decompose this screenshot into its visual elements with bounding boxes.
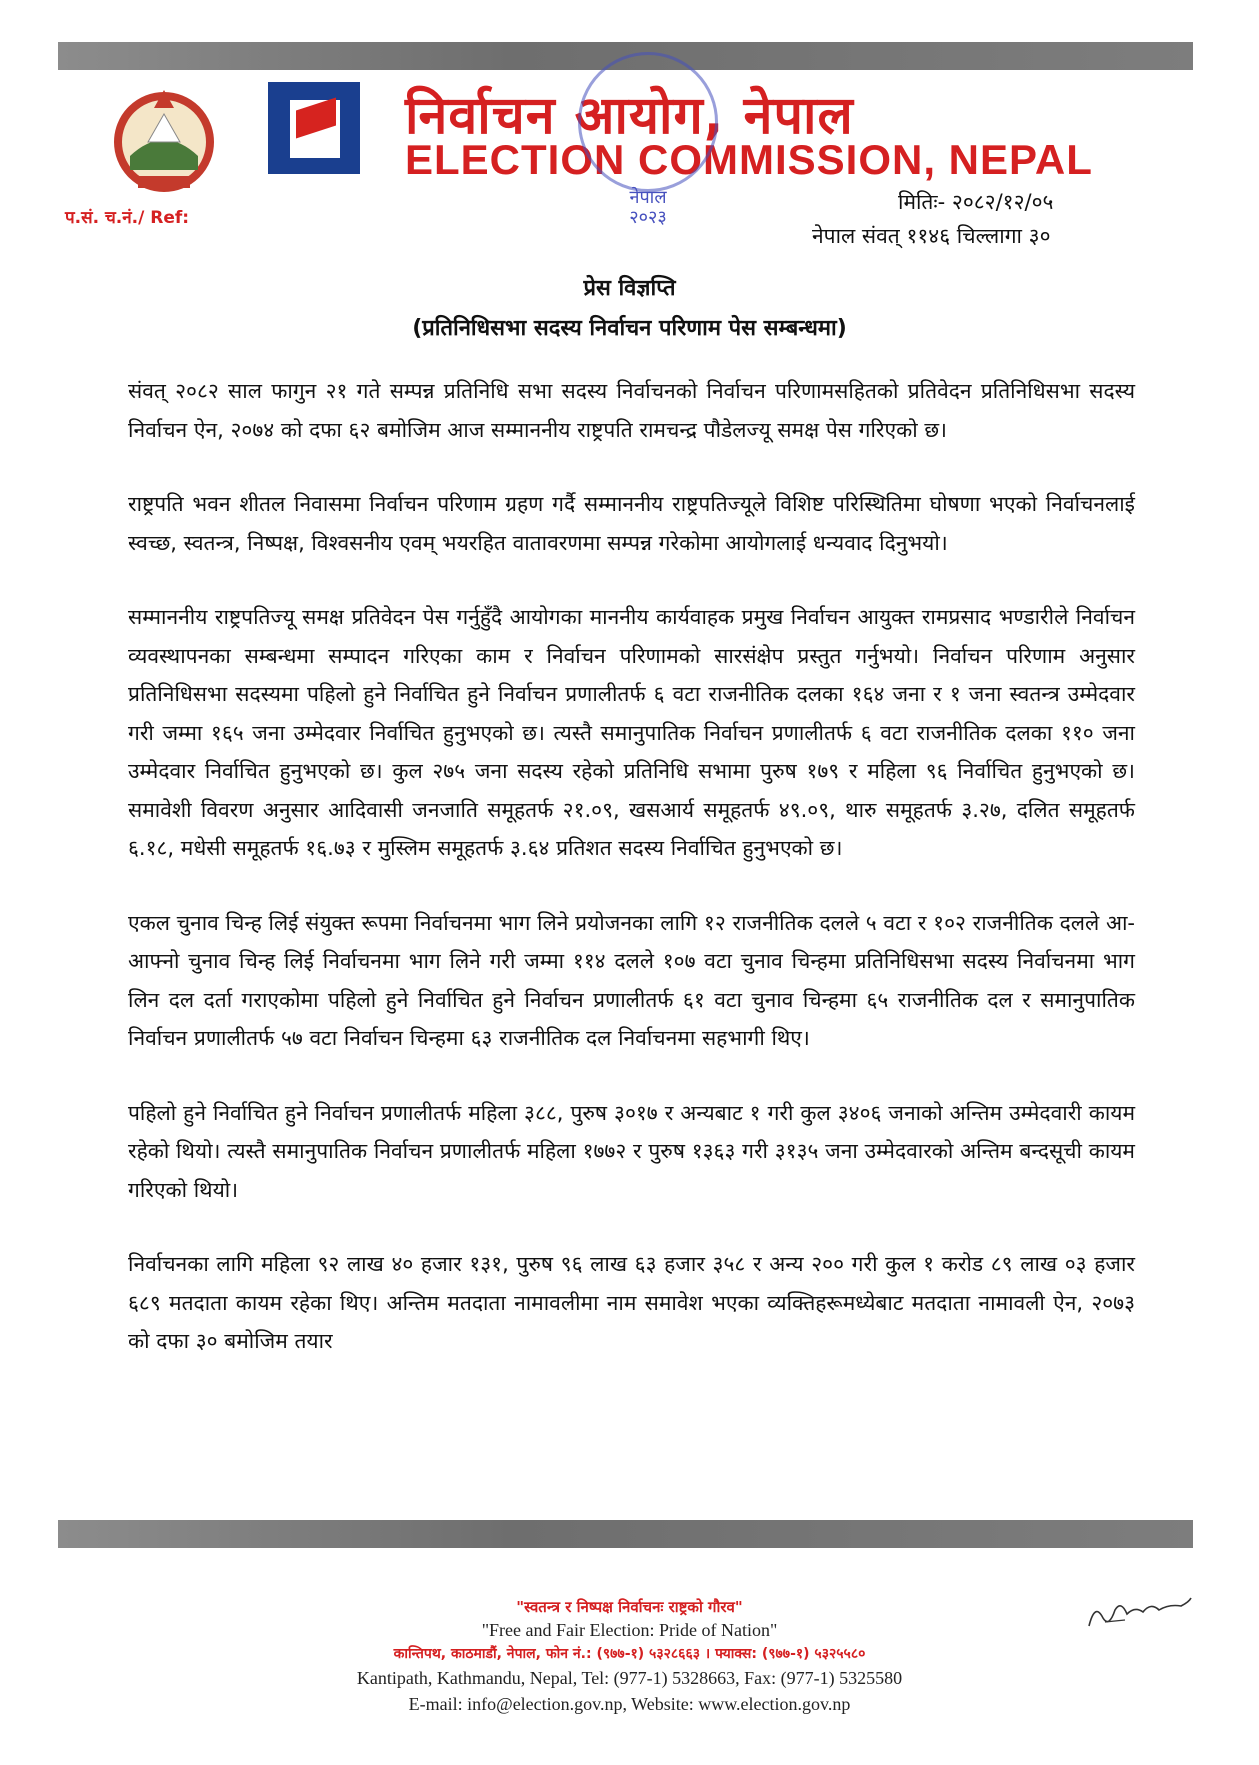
footer-band	[58, 1520, 1193, 1548]
election-commission-logo-icon	[268, 82, 360, 174]
paragraph: निर्वाचनका लागि महिला ९२ लाख ४० हजार १३१, पुरुष ९६ लाख ६३ हजार ३५८ र अन्य २०० गरी कुल १ करोड ८९ लाख ०३ हजार ६८९ मतदाता कायम रहेका थिए। अन्तिम मतदाता नामावलीमा नाम समावेश भएका व्यक्तिहरूमध्येबाट मतदाता नामावली ऐन, २०७३ को दफा ३० बमोजिम तयार	[128, 1252, 1135, 1353]
signature-icon	[1085, 1592, 1195, 1632]
footer-motto-nepali: "स्वतन्त्र र निष्पक्ष निर्वाचनः राष्ट्रको गौरव"	[516, 1598, 743, 1616]
paragraph: राष्ट्रपति भवन शीतल निवासमा निर्वाचन परिणाम ग्रहण गर्दै सम्माननीय राष्ट्रपतिज्यूले विशिष्ट परिस्थितिमा घोषणा भएको निर्वाचनलाई स्वच्छ, स्वतन्त्र, निष्पक्ष, विश्वसनीय एवम् भयरहित वातावरणमा सम्पन्न गरेकोमा आयोगलाई धन्यवाद दिनुभयो।	[128, 492, 1135, 555]
document-subtitle: (प्रतिनिधिसभा सदस्य निर्वाचन परिणाम पेस सम्बन्धमा)	[412, 316, 847, 341]
reference-label: प.सं. च.नं./ Ref:	[65, 208, 190, 228]
nepal-samvat-date-line: नेपाल संवत् ११४६ चिल्लागा ३०	[812, 224, 1051, 248]
paragraph: सम्माननीय राष्ट्रपतिज्यू समक्ष प्रतिवेदन पेस गर्नुहुँदै आयोगका माननीय कार्यवाहक प्रमुख निर्वाचन आयुक्त रामप्रसाद भण्डारीले निर्वाचन व्यवस्थापनका सम्बन्धमा सम्पादन गरिएका काम र निर्वाचन परिणामको सारसंक्षेप प्रस्तुत गर्नुभयो। निर्वाचन परिणाम अनुसार प्रतिनिधिसभा सदस्यमा पहिलो हुने निर्वाचित हुने निर्वाचन प्रणालीतर्फ ६ वटा राजनीतिक दलका १६४ जना र १ जना स्वतन्त्र उम्मेदवार गरी जम्मा १६५ जना उम्मेदवार निर्वाचित हुनुभएको छ। त्यस्तै समानुपातिक निर्वाचन प्रणालीतर्फ ६ वटा राजनीतिक दलका ११० जना उम्मेदवार निर्वाचित हुनुभएको छ। कुल २७५ जना सदस्य रहेको प्रतिनिधि सभामा पुरुष १७९ र महिला ९६ निर्वाचित हुनुभएको छ। समावेशी विवरण अनुसार आदिवासी जनजाति समूहतर्फ २१.०९, खसआर्य समूहतर्फ ४९.०९, थारु समूहतर्फ ३.२७, दलित समूहतर्फ ६.१८, मधेसी समूहतर्फ १६.७३ र मुस्लिम समूहतर्फ ३.६४ प्रतिशत सदस्य निर्वाचित हुनुभएको छ।	[128, 605, 1135, 860]
paragraph: पहिलो हुने निर्वाचित हुने निर्वाचन प्रणालीतर्फ महिला ३८८, पुरुष ३०१७ र अन्यबाट १ गरी कुल ३४०६ जनाको अन्तिम उम्मेदवारी कायम रहेको थियो। त्यस्तै समानुपातिक निर्वाचन प्रणालीतर्फ महिला १७७२ र पुरुष १३६३ गरी ३१३५ जना उम्मेदवारको अन्तिम बन्दसूची कायम गरिएको थियो।	[128, 1100, 1135, 1202]
nepal-emblem-icon	[108, 84, 220, 196]
footer-motto-english: "Free and Fair Election: Pride of Nation"	[481, 1620, 778, 1640]
footer-address-english: Kantipath, Kathmandu, Nepal, Tel: (977-1) 5328663, Fax: (977-1) 5325580	[356, 1668, 903, 1688]
date-line: मितिः- २०८२/१२/०५	[898, 190, 1054, 214]
official-seal-stamp-icon	[578, 52, 718, 192]
document-title: प्रेस विज्ञप्ति	[583, 276, 676, 301]
seal-caption	[600, 188, 696, 228]
seal-year: २०२३	[629, 207, 667, 228]
paragraph: संवत् २०८२ साल फागुन २१ गते सम्पन्न प्रतिनिधि सभा सदस्य निर्वाचनको निर्वाचन परिणामसहितको प्रतिवेदन प्रतिनिधिसभा सदस्य निर्वाचन ऐन, २०७४ को दफा ६२ बमोजिम आज सम्माननीय राष्ट्रपति रामचन्द्र पौडेलज्यू समक्ष पेस गरिएको छ।	[128, 379, 1135, 442]
seal-text: नेपाल	[629, 187, 667, 208]
organization-title-nepali: निर्वाचन आयोग, नेपाल	[405, 86, 854, 146]
footer-address-nepali: कान्तिपथ, काठमाडौं, नेपाल, फोन नं.: (९७७-१) ५३२८६६३ । फ्याक्स: (९७७-१) ५३२५५८०	[393, 1646, 866, 1662]
paragraph: एकल चुनाव चिन्ह लिई संयुक्त रूपमा निर्वाचनमा भाग लिने प्रयोजनका लागि १२ राजनीतिक दलले ५ वटा र १०२ राजनीतिक दलले आ-आफ्नो चुनाव चिन्ह लिई निर्वाचनमा भाग लिने गरी जम्मा ११४ दलले १०७ वटा चुनाव चिन्हमा प्रतिनिधिसभा सदस्य निर्वाचनमा भाग लिन दल दर्ता गराएकोमा पहिलो हुने निर्वाचित हुने निर्वाचन प्रणालीतर्फ ६१ वटा चुनाव चिन्हमा ६५ राजनीतिक दल र समानुपातिक निर्वाचन प्रणालीतर्फ ५७ वटा निर्वाचन चिन्हमा ६३ राजनीतिक दल निर्वाचनमा सहभागी थिए।	[128, 910, 1135, 1050]
document-body	[128, 372, 1135, 1397]
footer-contact: E-mail: info@election.gov.np, Website: www.election.gov.np	[408, 1694, 851, 1714]
organization-title-english: ELECTION COMMISSION, NEPAL	[405, 136, 1093, 183]
